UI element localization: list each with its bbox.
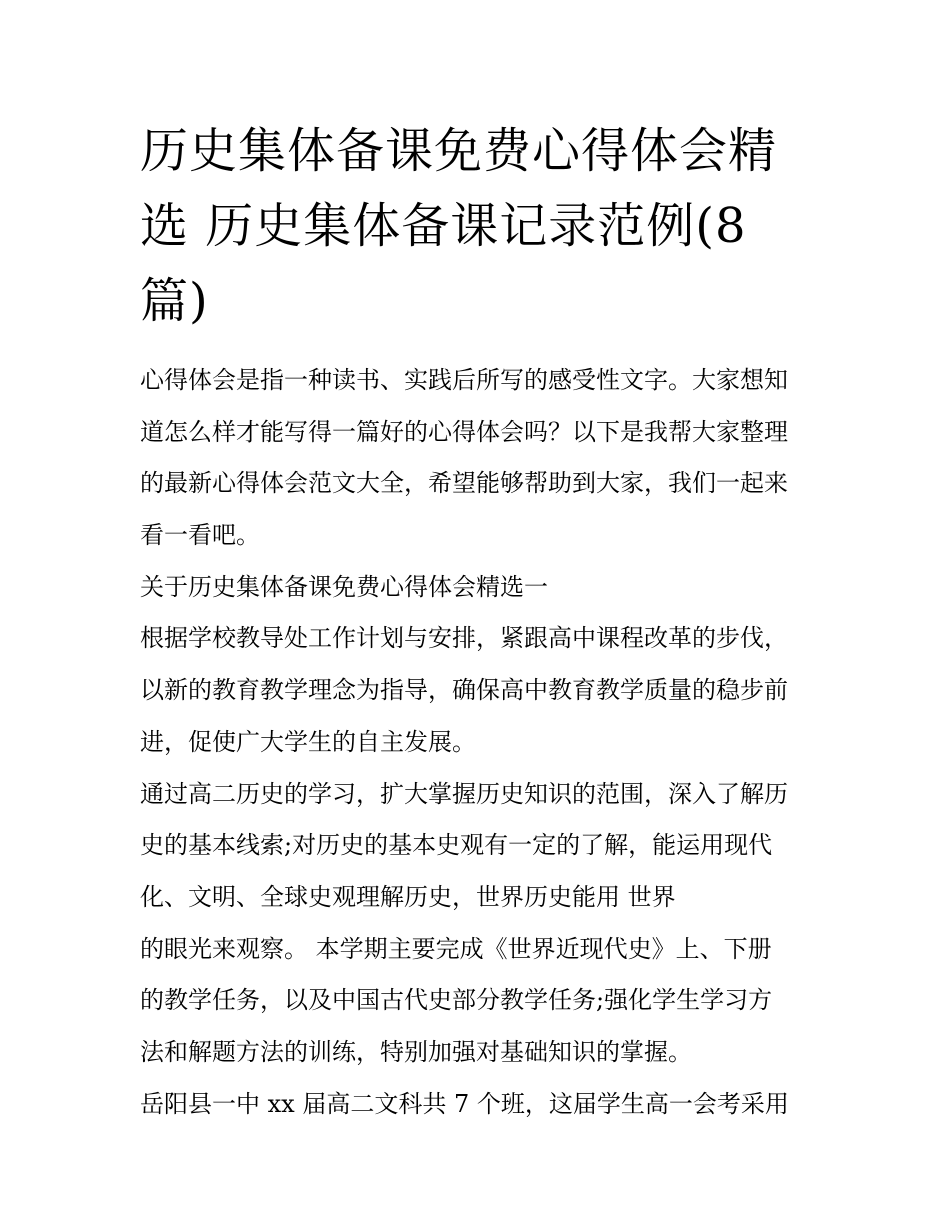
body-line: 看一看吧。 xyxy=(140,521,260,550)
title-line: 历史集体备课免费心得体会精 xyxy=(140,123,778,179)
body-line: 的眼光来观察。 本学期主要完成《世界近现代史》上、下册 xyxy=(140,934,772,963)
document-body xyxy=(140,355,820,1130)
title-line: 选 历史集体备课记录范例(8 xyxy=(140,198,747,254)
body-line: 化、文明、全球史观理解历史，世界历史能用 世界 xyxy=(140,882,676,911)
body-line: 根据学校教导处工作计划与安排，紧跟高中课程改革的步伐， xyxy=(140,624,788,653)
section-heading: 关于历史集体备课免费心得体会精选一 xyxy=(140,572,548,601)
body-line: 岳阳县一中 xx 届高二文科共 7 个班，这届学生高一会考采用 xyxy=(140,1089,789,1118)
body-line: 的最新心得体会范文大全，希望能够帮助到大家，我们一起来 xyxy=(140,469,788,498)
body-line: 史的基本线索;对历史的基本史观有一定的了解，能运用现代 xyxy=(140,831,773,860)
body-line: 道怎么样才能写得一篇好的心得体会吗？以下是我帮大家整理 xyxy=(140,417,788,446)
body-line: 进，促使广大学生的自主发展。 xyxy=(140,727,476,756)
body-line: 的教学任务，以及中国古代史部分教学任务;强化学生学习方 xyxy=(140,986,773,1015)
title-line: 篇) xyxy=(140,273,209,329)
body-line: 以新的教育教学理念为指导，确保高中教育教学质量的稳步前 xyxy=(140,676,788,705)
document-title xyxy=(140,114,820,339)
body-line: 法和解题方法的训练，特别加强对基础知识的掌握。 xyxy=(140,1037,692,1066)
body-line: 通过高二历史的学习，扩大掌握历史知识的范围，深入了解历 xyxy=(140,779,788,808)
body-line: 心得体会是指一种读书、实践后所写的感受性文字。大家想知 xyxy=(140,366,788,394)
